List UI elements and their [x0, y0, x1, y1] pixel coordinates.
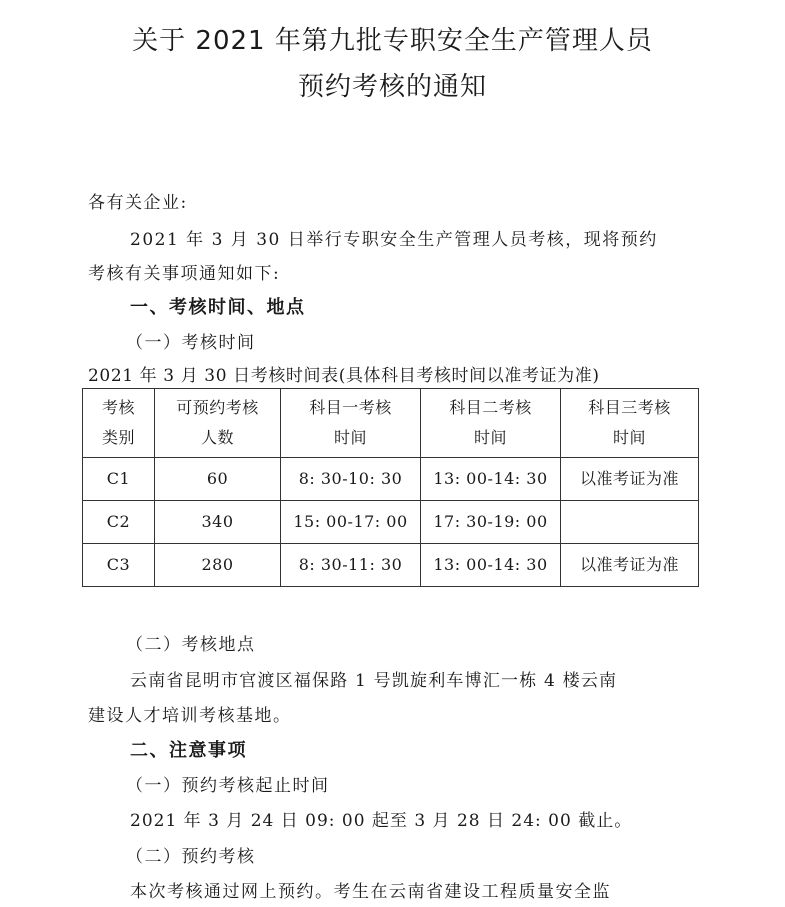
cell-capacity: 340	[155, 501, 281, 544]
cell-subject1-time: 15: 00-17: 00	[281, 501, 421, 544]
cell-category: C1	[83, 458, 155, 501]
cell-subject3-time	[561, 501, 699, 544]
cell-subject2-time: 13: 00-14: 30	[421, 544, 561, 587]
cell-capacity: 60	[155, 458, 281, 501]
section2-sub1: （一）预约考核起止时间	[126, 776, 330, 796]
table-header-row	[83, 389, 699, 458]
location-line1: 云南省昆明市官渡区福保路 1 号凯旋利车博汇一栋 4 楼云南	[130, 671, 618, 691]
section1-sub1: （一）考核时间	[126, 333, 256, 353]
table-row	[83, 501, 699, 544]
header-category: 考核 类别	[83, 389, 155, 458]
document-title-line2: 预约考核的通知	[297, 72, 487, 102]
cell-subject3-time: 以准考证为准	[561, 544, 699, 587]
section1-sub2: （二）考核地点	[126, 635, 256, 655]
section1-heading: 一、考核时间、地点	[130, 297, 306, 318]
cell-category: C3	[83, 544, 155, 587]
cell-capacity: 280	[155, 544, 281, 587]
greeting: 各有关企业:	[88, 193, 188, 213]
table-caption: 2021 年 3 月 30 日考核时间表(具体科目考核时间以准考证为准)	[88, 366, 600, 386]
cell-subject3-time: 以准考证为准	[561, 458, 699, 501]
document-title-line1: 关于 2021 年第九批专职安全生产管理人员	[132, 26, 653, 56]
section2-sub2: （二）预约考核	[126, 847, 256, 867]
table-row	[83, 544, 699, 587]
cell-subject2-time: 13: 00-14: 30	[421, 458, 561, 501]
header-subject1: 科目一考核 时间	[281, 389, 421, 458]
section2-paragraph: 本次考核通过网上预约。考生在云南省建设工程质量安全监	[130, 882, 611, 902]
registration-period: 2021 年 3 月 24 日 09: 00 起至 3 月 28 日 24: 00 截止。	[130, 811, 633, 831]
cell-category: C2	[83, 501, 155, 544]
section2-heading: 二、注意事项	[130, 740, 247, 761]
header-capacity: 可预约考核 人数	[155, 389, 281, 458]
intro-line1: 2021 年 3 月 30 日举行专职安全生产管理人员考核，现将预约	[130, 230, 658, 250]
table-row	[83, 458, 699, 501]
cell-subject1-time: 8: 30-11: 30	[281, 544, 421, 587]
header-subject3: 科目三考核 时间	[561, 389, 699, 458]
exam-schedule-table	[82, 388, 699, 587]
cell-subject2-time: 17: 30-19: 00	[421, 501, 561, 544]
location-line2: 建设人才培训考核基地。	[88, 706, 292, 726]
header-subject2: 科目二考核 时间	[421, 389, 561, 458]
intro-line2: 考核有关事项通知如下:	[88, 264, 281, 284]
cell-subject1-time: 8: 30-10: 30	[281, 458, 421, 501]
